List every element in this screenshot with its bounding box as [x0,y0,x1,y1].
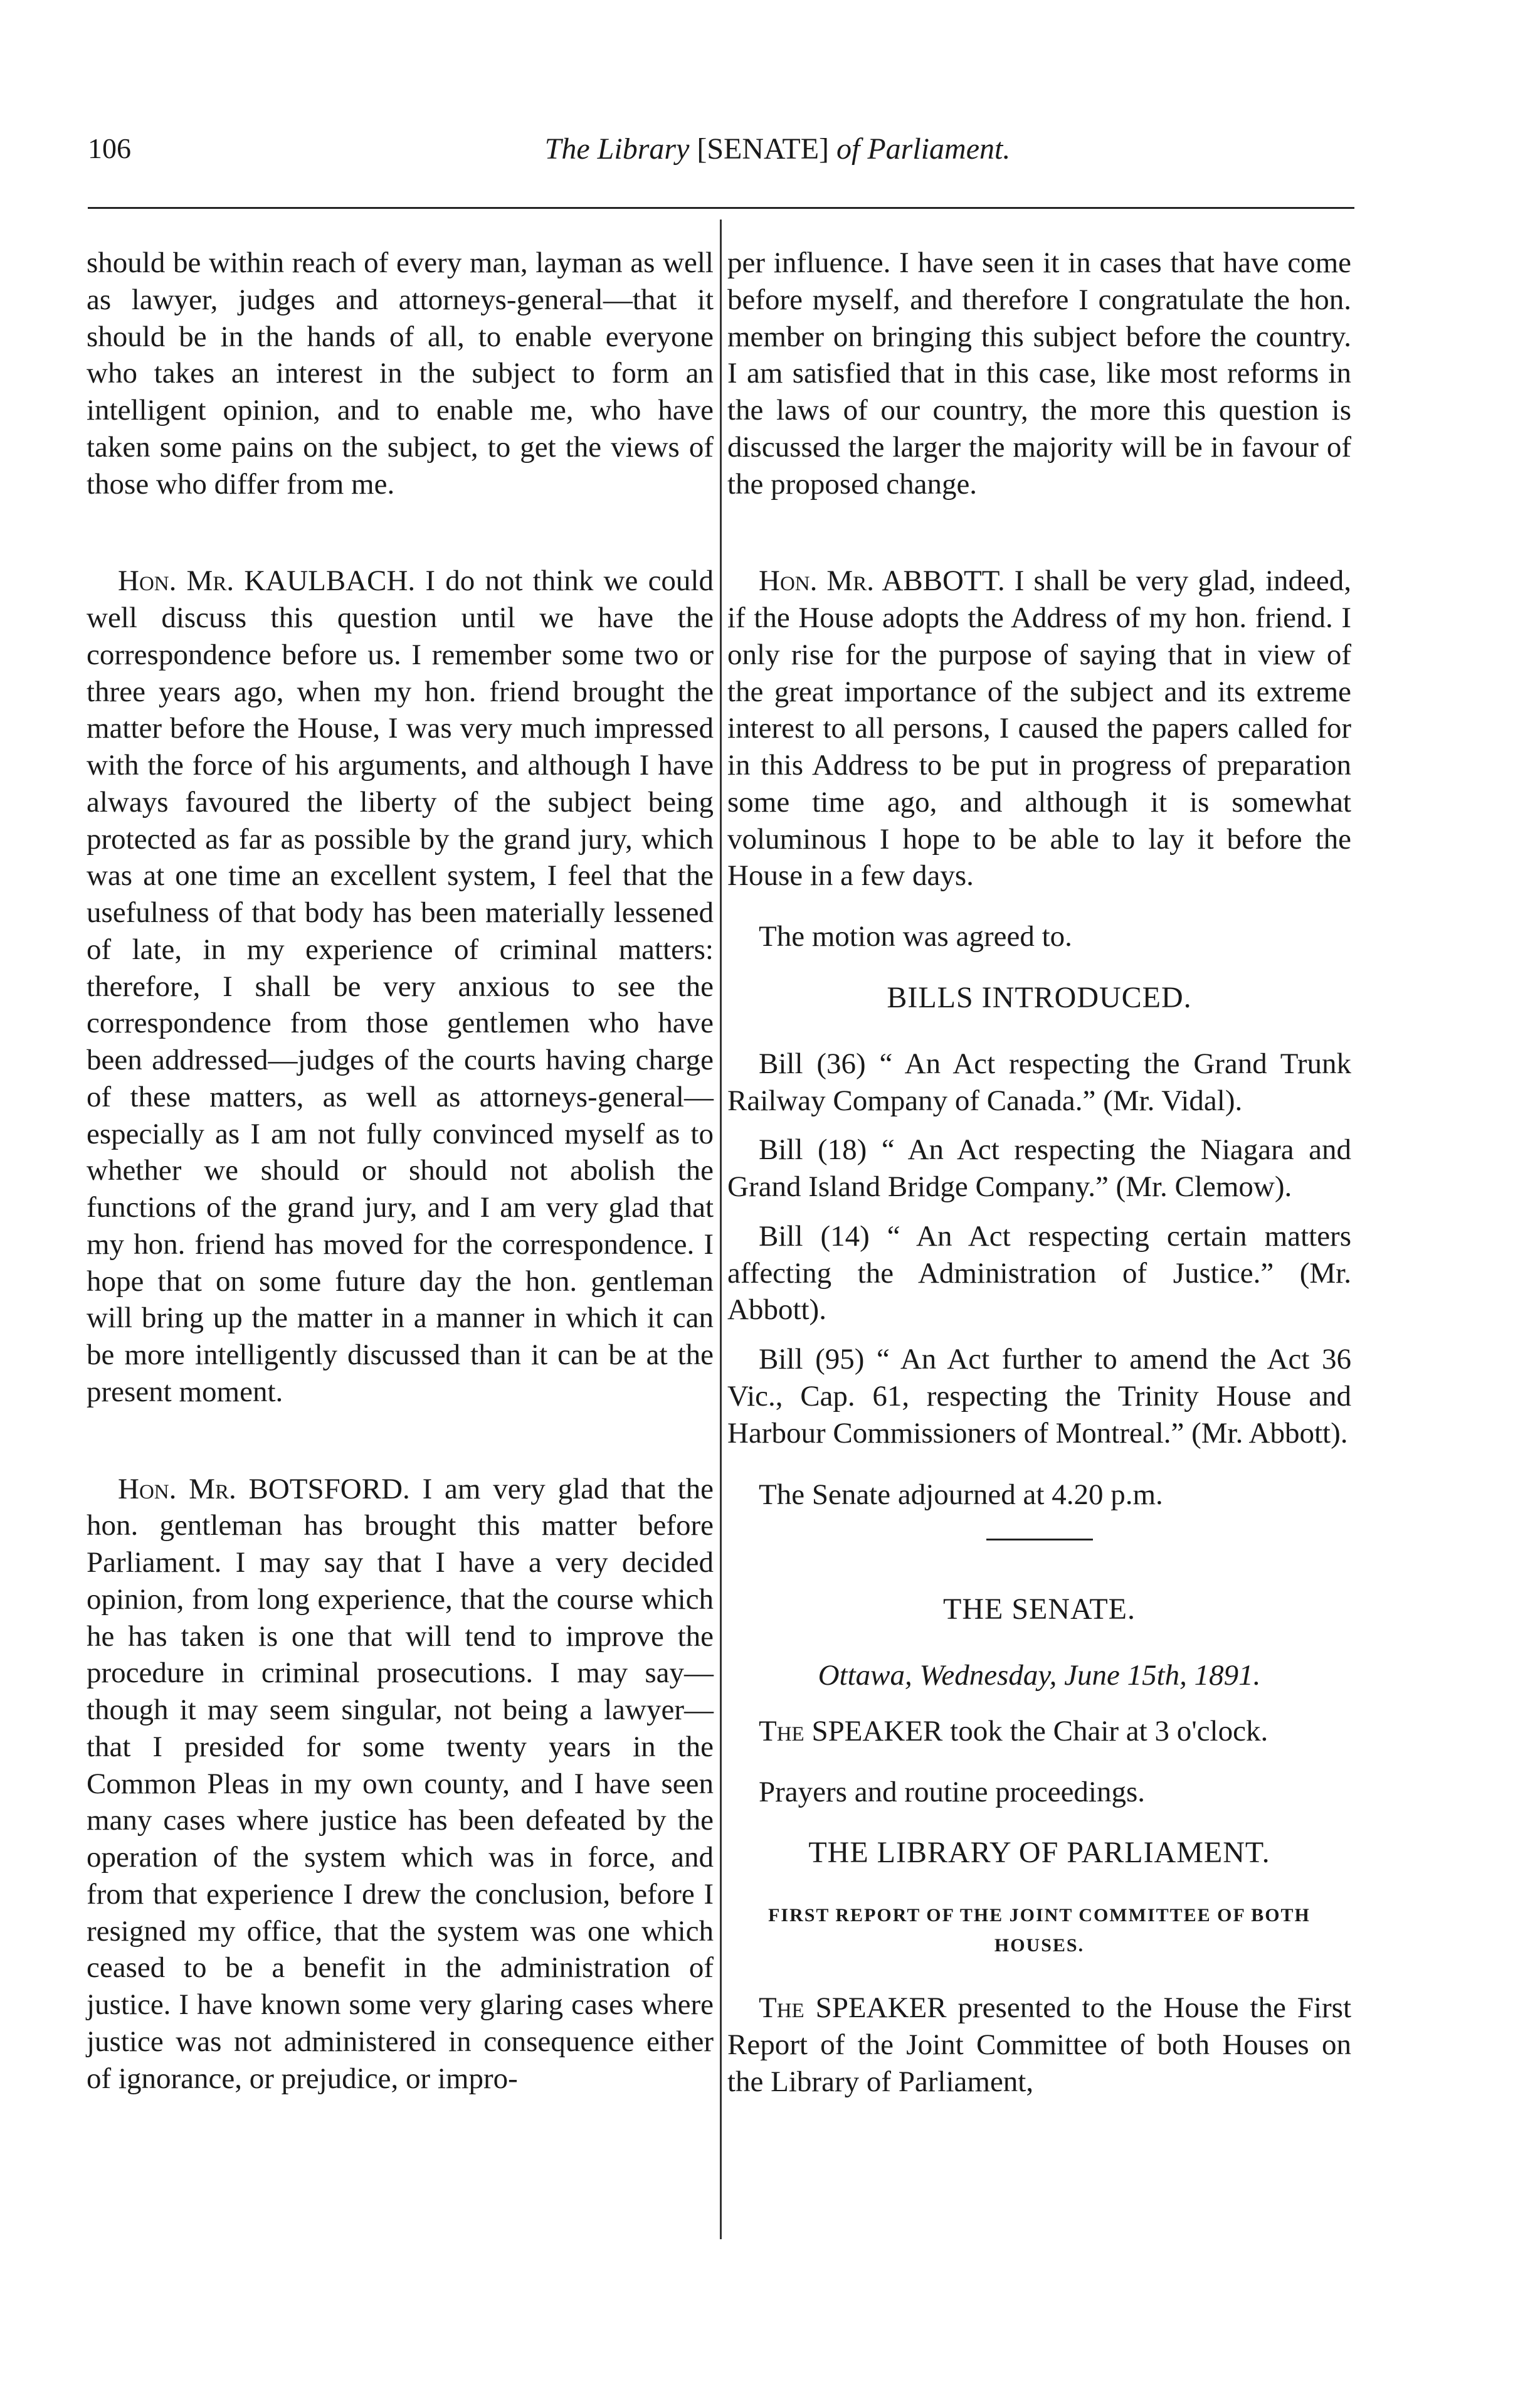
speech-text: I am very glad that the hon. gentleman has brought this matter before Parliament. I may say that I have a very decided opinion, from long experience, that the course which he has taken is one that will tend to improve the procedure in criminal prosecutions. I may say—though it may seem singular, not being a lawyer—that I presided for some twenty years in the Common Pleas in my own county, and I have seen many cases where justice has been defeated by the operation of the system which was in force, and from that experience I drew the conclusion, before I resigned my office, that the system was one which ceased to be a benefit in the administration of justice. I have known some very glaring cases where justice was not administered in consequence either of ignorance, or prejudice, or impro- [87,1472,714,2095]
running-head-right: of Parliament. [836,132,1011,166]
left-column [87,245,714,2121]
column-divider [720,220,722,2239]
botsford-speech [87,1471,714,2097]
right-column [727,245,1351,2124]
running-head [433,132,1122,166]
speech-text: presented to the House the First Report of the Joint Committee of both Houses on the Library of Parliament, [727,1991,1351,2098]
bill-item: Bill (95) “ An Act further to amend the Act 36 Vic., Cap. 61, respecting the Trinity House and Harbour Commissioners of Montreal.” (Mr. Abbott). [727,1343,1351,1450]
dateline: Ottawa, Wednesday, June 15th, 1891. [818,1659,1261,1692]
speaker-name: The SPEAKER [759,1991,947,2025]
library-heading: THE LIBRARY OF PARLIAMENT. [808,1836,1270,1870]
speech-text: took the Chair at 3 o'clock. [950,1714,1268,1747]
bill-item: Bill (36) “ An Act respecting the Grand Trunk Railway Company of Canada.” (Mr. Vidal). [727,1047,1351,1117]
speech-text: I do not think we could well discuss this question until we have the correspondence before us. I remember some two or three years ago, when my hon. friend brought the matter before the House, I was very much impressed with the force of his arguments, and although I have always favoured the liberty of the subject being protected as far as possible by the grand jury, which was at one time an excellent system, I feel that the usefulness of that body has been materially lessened of late, in my experience of criminal matters: therefore, I shall be very anxious to see the correspondence from those gentlemen who have been addressed—judges of the courts having charge of these matters, as well as attorneys-general—especially as I am not fully convinced myself as to whether we should or should not abolish the functions of the grand jury, and I am very glad that my hon. friend has moved for the correspondence. I hope that on some future day the hon. gentleman will bring up the matter in a manner in which it can be more intelligently discussed than it can be at the present moment. [87,565,714,1408]
page-header [88,132,1354,182]
adjournment-note: The Senate adjourned at 4.20 p.m. [759,1478,1163,1512]
speaker-name: The SPEAKER [759,1714,943,1747]
section-rule [986,1539,1093,1540]
right-continued-paragraph: per influence. I have seen it in cases that have come before myself, and therefore I congratulate the hon. member on bringing this subject before the country. I am satisfied that in this case, like most reforms in the laws of our country, the more this question is discussed the larger the majority will be in favour of the proposed change. [727,247,1351,501]
running-head-mid: [SENATE] [697,132,830,166]
speaker-name: Hon. Mr. ABBOTT. [759,565,1005,598]
report-subheading: FIRST REPORT OF THE JOINT COMMITTEE OF BOTH HOUSES. [768,1905,1311,1956]
running-head-left: The Library [544,132,690,166]
motion-agreed: The motion was agreed to. [759,920,1072,953]
speaker-name: Hon. Mr. KAULBACH. [118,565,416,598]
bill-item: Bill (18) “ An Act respecting the Niagara and Grand Island Bridge Company.” (Mr. Clemow). [727,1133,1351,1203]
speech-text: I shall be very glad, indeed, if the House adopts the Address of my hon. friend. I only rise for the purpose of saying that in view of the great importance of the subject and its extreme interest to all persons, I caused the papers called for in this Address to be put in progress of preparation some time ago, and although it is somewhat voluminous I hope to be able to lay it before the House in a few days. [727,565,1352,893]
prayers-note: Prayers and routine proceedings. [759,1775,1146,1808]
page-number: 106 [88,132,131,164]
report-presented [727,1990,1351,2100]
left-continued-paragraph: should be within reach of every man, layman as well as lawyer, judges and attorneys-general—that it should be in the hands of all, to enable everyone who takes an interest in the subject to form an intelligent opinion, and to enable me, who have taken some pains on the subject, to get the views of those who differ from me. [87,247,714,501]
senate-heading: THE SENATE. [943,1593,1136,1626]
abbott-speech [727,563,1351,894]
bill-item: Bill (14) “ An Act respecting certain matters affecting the Administration of Justice.” (Mr. Abbott). [727,1219,1351,1327]
speaker-took-chair [727,1713,1351,1750]
bills-introduced-heading: BILLS INTRODUCED. [887,980,1192,1014]
kaulbach-speech [87,563,714,1410]
speaker-name: Hon. Mr. BOTSFORD. [118,1472,410,1505]
header-rule [88,207,1354,209]
